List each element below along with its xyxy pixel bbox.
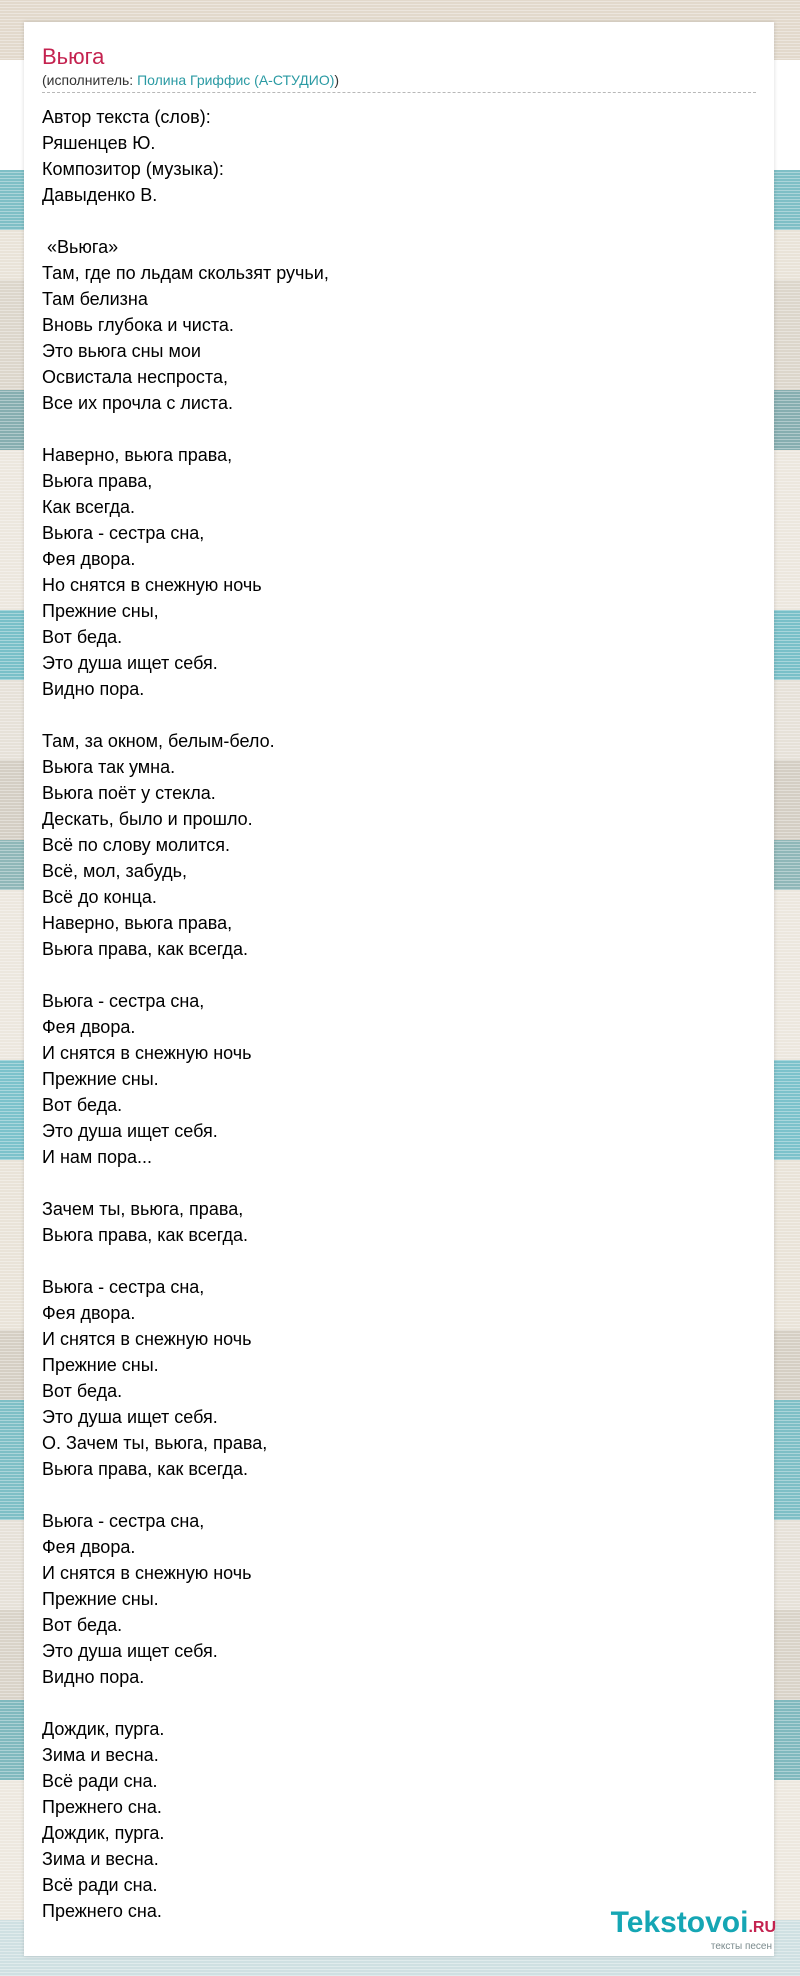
lyrics-text: Автор текста (слов): Ряшенцев Ю. Композитор (музыка): Давыденко В. «Вьюга» Там, где по льдам скользят ручьи, Там белизна Вновь глубока и чиста. Это вьюга сны мои Освистала неспроста, Все их прочла с листа. Наверно, вьюга права, Вьюга права, Как всегда. Вьюга - сестра сна, Фея двора. Но снятся в снежную ночь Прежние сны, Вот беда. Это душа ищет себя. Видно пора. Там, за окном, белым-бело. Вьюга так умна. Вьюга поёт у стекла. Дескать, было и прошло. Всё по слову молится. Всё, мол, забудь, Всё до конца. Наверно, вьюга права, Вьюга права, как всегда. Вьюга - сестра сна, Фея двора. И снятся в снежную ночь Прежние сны. Вот беда. Это душа ищет себя. И нам пора... Зачем ты, вьюга, права, Вьюга права, как всегда. Вьюга - сестра сна, Фея двора. И снятся в снежную ночь Прежние сны. Вот беда. Это душа ищет себя. О. Зачем ты, вьюга, права, Вьюга права, как всегда. Вьюга - сестра сна, Фея двора. И снятся в снежную ночь Прежние сны. Вот беда. Это душа ищет себя. Видно пора. Дождик, пурга. Зима и весна. Всё ради сна. Прежнего сна. Дождик, пурга. Зима и весна. Всё ради сна. Прежнего сна. (42, 107, 329, 1921)
lyrics-card (24, 22, 774, 1956)
logo-tagline: тексты песен (710, 1941, 772, 1952)
logo-tld: .RU (748, 1919, 776, 1936)
performer-link[interactable]: Полина Гриффис (A-СТУДИО) (137, 72, 335, 88)
site-logo[interactable] (611, 1908, 776, 1952)
song-title: Вьюга (42, 44, 105, 69)
logo-name: Tekstovoi (610, 1906, 749, 1939)
divider (42, 92, 756, 93)
performer-prefix: (исполнитель: (42, 72, 138, 88)
performer-suffix: ) (334, 72, 340, 88)
logo-wordmark (611, 1908, 776, 1943)
performer-line (42, 72, 339, 88)
